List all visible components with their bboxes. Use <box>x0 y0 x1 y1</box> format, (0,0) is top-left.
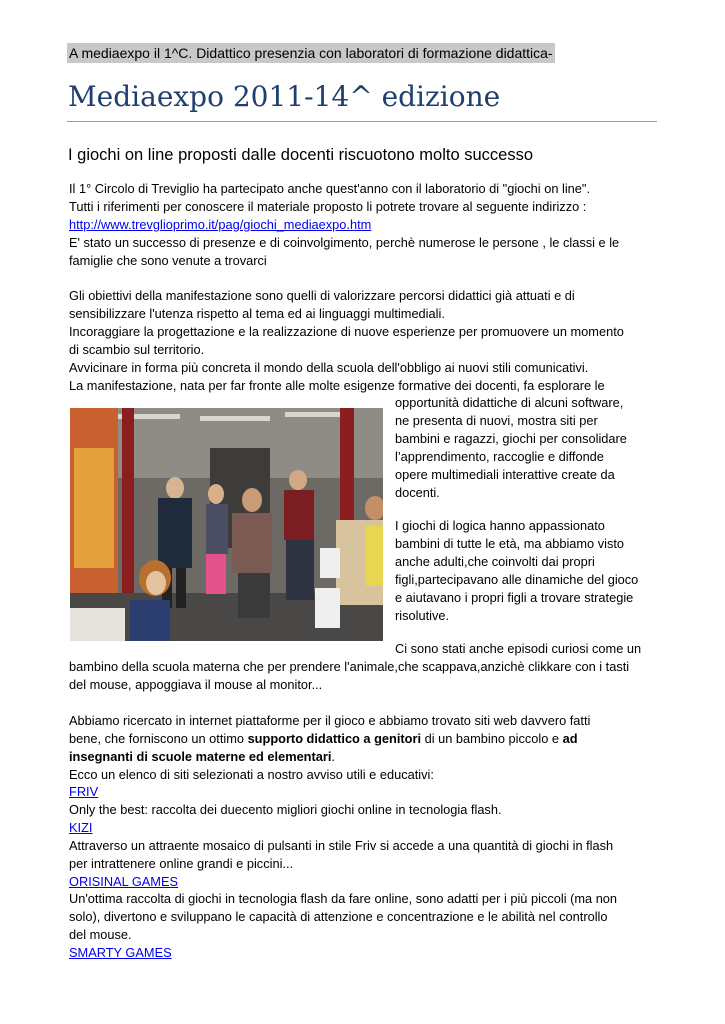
right-column-p2 <box>395 517 665 624</box>
site-link-orisinal[interactable]: ORISINAL GAMES <box>69 873 179 889</box>
expo-photo <box>70 408 383 641</box>
emphasis-ad: ad <box>562 730 578 746</box>
intro-paragraph <box>69 180 659 270</box>
text-line: Tutti i riferimenti per conoscere il materiale proposto li potrete trovare al seguente indirizzo : <box>69 198 587 214</box>
text-line: risolutive. <box>395 607 450 623</box>
text-line: bambino della scuola materna che per prendere l'animale,che scappava,anzichè clikkare con i tasti <box>69 659 630 674</box>
text-line <box>69 730 659 748</box>
objectives-paragraph <box>69 287 659 394</box>
text-line: l’apprendimento, raccoglie e diffonde <box>395 448 604 464</box>
text-line: docenti. <box>395 484 440 500</box>
page-title: Mediaexpo 2011-14^ edizione <box>68 80 501 113</box>
text-line: Avvicinare in forma più concreta il mondo della scuola dell'obbligo ai nuovi stili comunicativi. <box>69 359 589 375</box>
text-line: Incoraggiare la progettazione e la realizzazione di nuove esperienze per promuovere un momento <box>69 323 624 339</box>
site-description: Attraverso un attraente mosaico di pulsanti in stile Friv si accede a una quantità di giochi in flash <box>69 837 614 853</box>
subtitle: I giochi on line proposti dalle docenti riscuotono molto successo <box>68 146 534 164</box>
text-line: Ecco un elenco di siti selezionati a nostro avviso utili e educativi: <box>69 766 434 782</box>
research-paragraph <box>69 712 659 784</box>
text-run: di un bambino piccolo e <box>421 730 563 746</box>
text-line: bambini di tutte le età, ma abbiamo visto <box>395 535 625 551</box>
text-line: ne presenta di nuovi, mostra siti per <box>395 412 598 428</box>
site-description: Un'ottima raccolta di giochi in tecnologia flash da fare online, sono adatti per i più piccoli (ma non <box>69 891 618 907</box>
text-line: Il 1° Circolo di Treviglio ha partecipato anche quest'anno con il laboratorio di "giochi on line". <box>69 181 591 196</box>
text-line: Ci sono stati anche episodi curiosi come un <box>395 641 642 656</box>
text-line: famiglie che sono venute a trovarci <box>69 252 267 268</box>
crowd-photo-illustration <box>70 408 383 641</box>
text-run: bene, che forniscono un ottimo <box>69 730 248 746</box>
site-description: del mouse. <box>69 927 132 943</box>
text-line: e aiutavano i propri figli a trovare strategie <box>395 589 634 605</box>
site-link-friv[interactable]: FRIV <box>69 784 99 799</box>
site-link-smarty[interactable]: SMARTY GAMES <box>69 945 172 961</box>
text-line: bambini e ragazzi, giochi per consolidare <box>395 430 627 446</box>
text-line: del mouse, appoggiava il mouse al monitor... <box>69 676 323 692</box>
text-line: figli,partecipavano alle dinamiche del gioco <box>395 571 639 587</box>
text-line: opere multimediali interattive create da <box>395 466 615 482</box>
sites-list <box>69 783 659 962</box>
text-line: opportunità didattiche di alcuni software, <box>395 395 624 410</box>
title-rule <box>67 121 657 122</box>
text-line: sensibilizzare l'utenza rispetto al tema ed ai linguaggi multimediali. <box>69 305 445 321</box>
right-column-p1 <box>395 394 665 501</box>
text-line <box>69 748 659 766</box>
tagline: A mediaexpo il 1^C. Didattico presenzia con laboratori di formazione didattica- <box>69 45 553 61</box>
text-run: . <box>331 748 335 764</box>
text-line: Gli obiettivi della manifestazione sono quelli di valorizzare percorsi didattici già attuati e di <box>69 288 575 303</box>
emphasis-teachers: insegnanti di scuole materne ed elementari <box>69 748 332 764</box>
anecdote-paragraph <box>69 658 659 694</box>
site-description: solo), divertono e sviluppano le capacità di attenzione e concentrazione e le abilità nel controllo <box>69 909 608 925</box>
text-line: I giochi di logica hanno appassionato <box>395 518 605 533</box>
text-line: La manifestazione, nata per far fronte alle molte esigenze formative dei docenti, fa esplorare le <box>69 377 605 393</box>
site-description: Only the best: raccolta dei duecento migliori giochi online in tecnologia flash. <box>69 801 502 817</box>
right-column-p3 <box>395 640 665 658</box>
emphasis-parents: supporto didattico a genitori <box>247 730 422 746</box>
site-link-kizi[interactable]: KIZI <box>69 819 93 835</box>
text-line: anche adulti,che coinvolti dai propri <box>395 553 595 569</box>
materials-link[interactable]: http://www.trevglioprimo.it/pag/giochi_mediaexpo.htm <box>69 216 372 232</box>
site-description: per intrattenere online grandi e piccini... <box>69 855 294 871</box>
text-line: Abbiamo ricercato in internet piattaforme per il gioco e abbiamo trovato siti web davvero fatti <box>69 713 591 728</box>
text-line: di scambio sul territorio. <box>69 341 205 357</box>
text-line: E' stato un successo di presenze e di coinvolgimento, perchè numerose le persone , le classi e le <box>69 234 620 250</box>
